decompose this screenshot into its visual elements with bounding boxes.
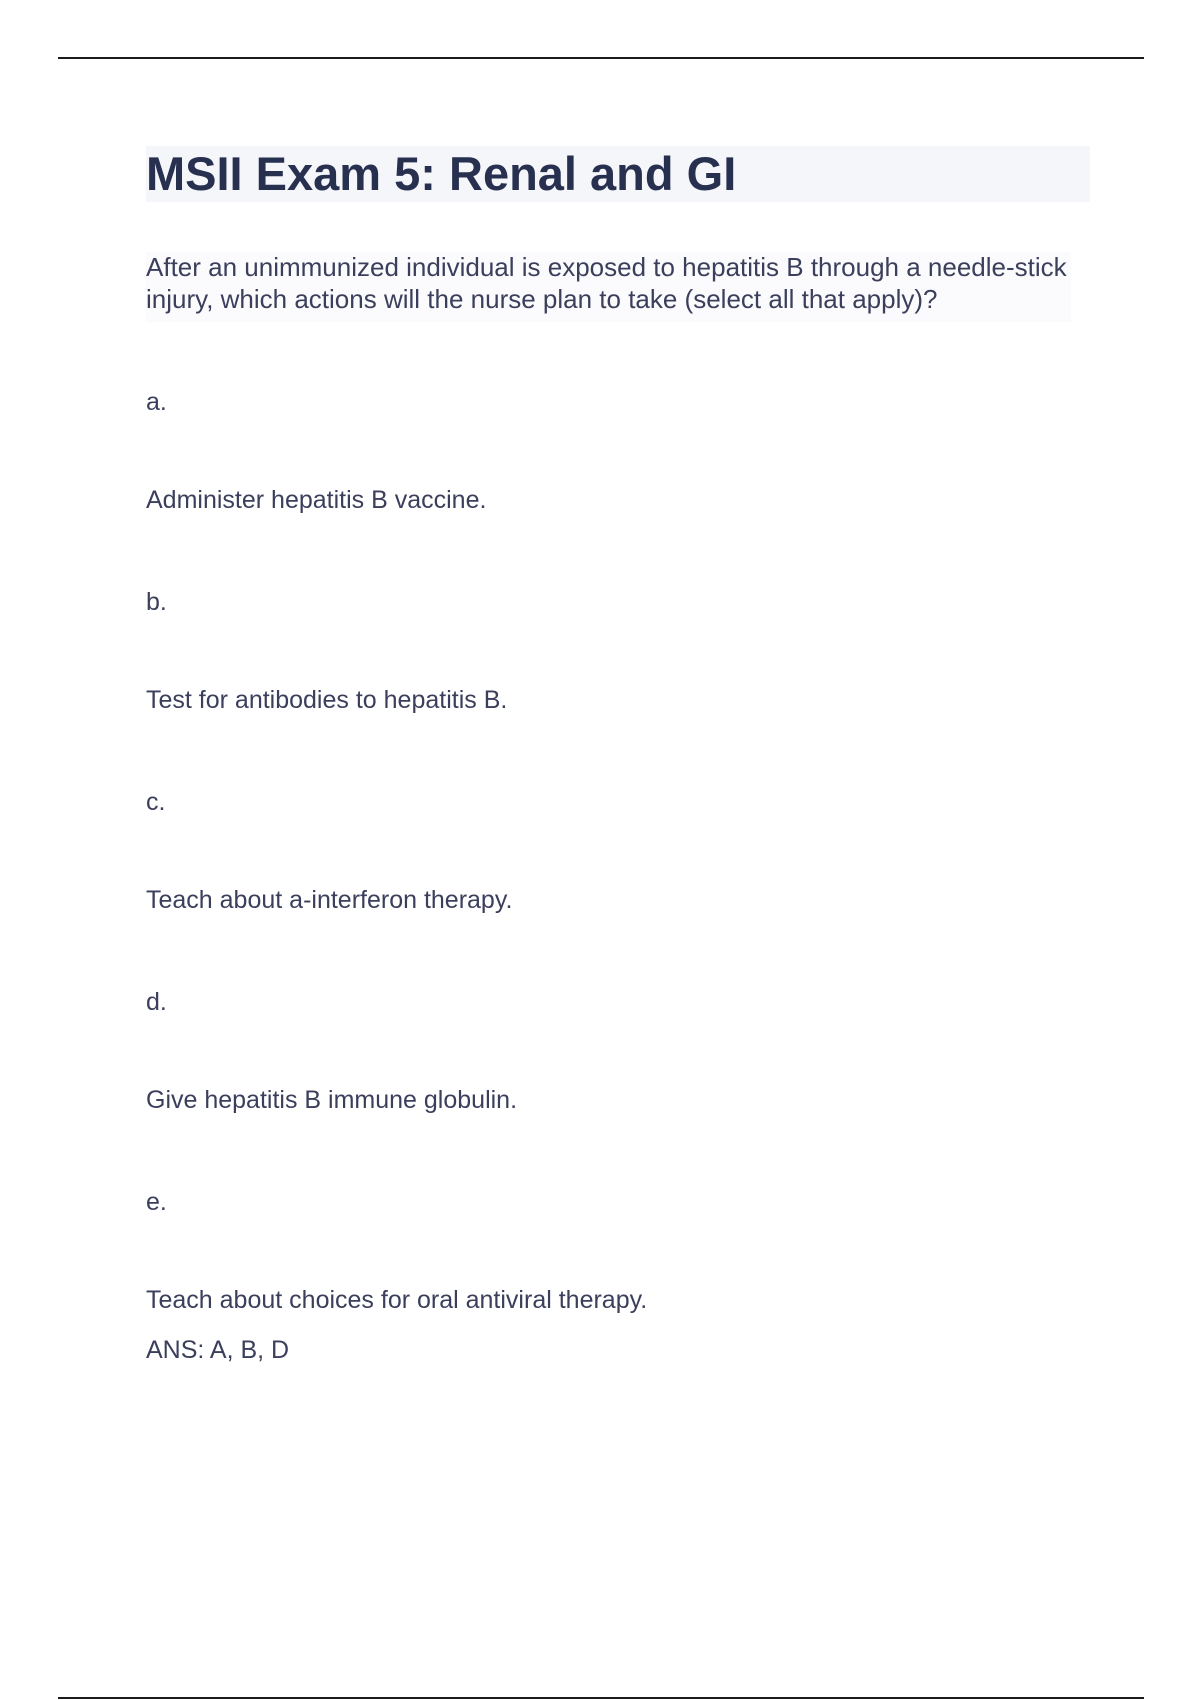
option-e-letter: e. — [146, 1188, 167, 1216]
bottom-rule — [58, 1697, 1144, 1699]
option-c-text: Teach about a-interferon therapy. — [146, 886, 513, 914]
option-e-text: Teach about choices for oral antiviral therapy. — [146, 1286, 648, 1314]
top-rule — [58, 57, 1144, 59]
option-d-letter: d. — [146, 988, 167, 1016]
option-b-letter: b. — [146, 588, 167, 616]
answer-key: ANS: A, B, D — [146, 1336, 290, 1364]
option-c-letter: c. — [146, 788, 166, 816]
option-a-text: Administer hepatitis B vaccine. — [146, 486, 487, 514]
option-a-letter: a. — [146, 388, 167, 416]
question-text: After an unimmunized individual is exposed to hepatitis B through a needle-stick injury, which actions will the nurse plan to take (select all that apply)? — [146, 252, 1067, 314]
page-title: MSII Exam 5: Renal and GI — [146, 147, 737, 200]
option-b-text: Test for antibodies to hepatitis B. — [146, 686, 508, 714]
option-d-text: Give hepatitis B immune globulin. — [146, 1086, 518, 1114]
